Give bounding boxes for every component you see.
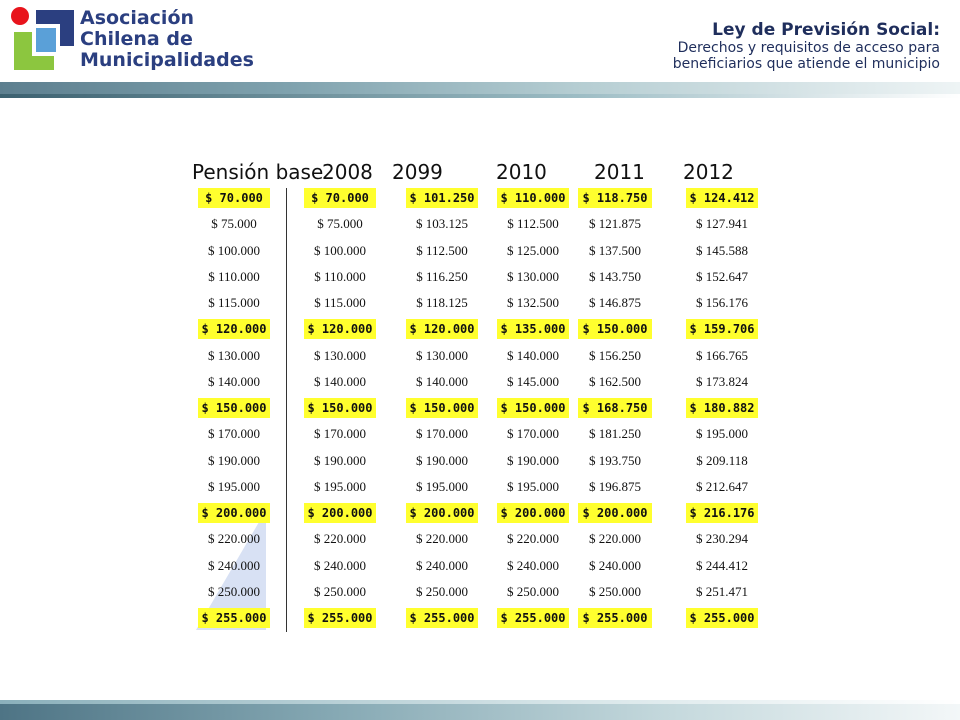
table-cell: $ 156.250 [589,348,641,363]
header-divider-bar [0,82,960,98]
table-cell: $ 250.000 [507,584,559,599]
table-cell: $ 75.000 [211,216,257,231]
table-row [0,608,960,628]
table-cell: $ 135.000 [497,319,569,339]
table-cell: $ 190.000 [416,453,468,468]
table-cell: $ 150.000 [578,319,652,339]
table-cell: $ 140.000 [416,374,468,389]
table-cell: $ 220.000 [589,531,641,546]
table-cell: $ 120.000 [406,319,478,339]
table-cell: $ 159.706 [686,319,758,339]
table-cell: $ 190.000 [507,453,559,468]
table-cell: $ 101.250 [406,188,478,208]
table-cell: $ 200.000 [497,503,569,523]
table-cell: $ 255.000 [578,608,652,628]
table-cell: $ 130.000 [507,269,559,284]
table-cell: $ 190.000 [208,453,260,468]
column-header-2012: 2012 [683,160,734,184]
table-cell: $ 216.176 [686,503,758,523]
table-cell: $ 120.000 [304,319,376,339]
table-cell: $ 250.000 [208,584,260,599]
table-cell: $ 100.000 [208,243,260,258]
table-cell: $ 220.000 [314,531,366,546]
table-cell: $ 255.000 [406,608,478,628]
table-cell: $ 251.471 [696,584,748,599]
table-row [0,214,960,234]
footer-bar [0,700,960,720]
table-row [0,293,960,313]
table-cell: $ 200.000 [406,503,478,523]
table-cell: $ 145.588 [696,243,748,258]
logo-line-3: Municipalidades [80,49,254,71]
table-row [0,319,960,339]
table-row [0,188,960,208]
table-cell: $ 116.250 [416,269,468,284]
table-cell: $ 70.000 [304,188,376,208]
table-cell: $ 240.000 [507,558,559,573]
table-cell: $ 240.000 [208,558,260,573]
table-cell: $ 220.000 [507,531,559,546]
table-cell: $ 152.647 [696,269,748,284]
table-cell: $ 181.250 [589,426,641,441]
table-cell: $ 195.000 [696,426,748,441]
table-cell: $ 230.294 [696,531,748,546]
table-cell: $ 124.412 [686,188,758,208]
table-cell: $ 212.647 [696,479,748,494]
table-cell: $ 120.000 [198,319,270,339]
table-cell: $ 143.750 [589,269,641,284]
table-cell: $ 130.000 [416,348,468,363]
table-cell: $ 170.000 [208,426,260,441]
table-cell: $ 170.000 [507,426,559,441]
table-cell: $ 255.000 [497,608,569,628]
table-row [0,346,960,366]
table-row [0,582,960,602]
table-cell: $ 195.000 [208,479,260,494]
title-sub-line-1: Derechos y requisitos de acceso para [677,40,940,56]
table-cell: $ 156.176 [696,295,748,310]
table-cell: $ 193.750 [589,453,641,468]
table-cell: $ 250.000 [314,584,366,599]
column-header-2011: 2011 [594,160,645,184]
table-cell: $ 125.000 [507,243,559,258]
table-header-row [0,160,960,186]
table-cell: $ 209.118 [696,453,748,468]
table-cell: $ 130.000 [208,348,260,363]
table-cell: $ 140.000 [208,374,260,389]
slide-title [673,20,940,72]
table-row [0,398,960,418]
table-cell: $ 195.000 [314,479,366,494]
table-cell: $ 255.000 [304,608,376,628]
table-cell: $ 200.000 [198,503,270,523]
column-header-2008: 2008 [322,160,373,184]
table-cell: $ 132.500 [507,295,559,310]
table-row [0,477,960,497]
table-cell: $ 140.000 [507,348,559,363]
table-cell: $ 196.875 [589,479,641,494]
column-header-2010: 2010 [496,160,547,184]
table-cell: $ 162.500 [589,374,641,389]
table-cell: $ 200.000 [304,503,376,523]
table-cell: $ 150.000 [406,398,478,418]
table-cell: $ 137.500 [589,243,641,258]
table-cell: $ 146.875 [589,295,641,310]
table-cell: $ 75.000 [317,216,363,231]
table-cell: $ 110.000 [497,188,569,208]
table-cell: $ 255.000 [686,608,758,628]
table-cell: $ 130.000 [314,348,366,363]
table-row [0,241,960,261]
table-row [0,372,960,392]
table-row [0,267,960,287]
table-cell: $ 240.000 [314,558,366,573]
table-row [0,529,960,549]
table-cell: $ 150.000 [198,398,270,418]
table-cell: $ 112.500 [507,216,559,231]
table-cell: $ 118.125 [416,295,468,310]
table-cell: $ 195.000 [507,479,559,494]
table-cell: $ 190.000 [314,453,366,468]
table-cell: $ 244.412 [696,558,748,573]
table-cell: $ 170.000 [314,426,366,441]
table-cell: $ 112.500 [416,243,468,258]
logo-line-1: Asociación [80,7,195,29]
table-cell: $ 110.000 [208,269,260,284]
table-row [0,451,960,471]
table-row [0,424,960,444]
table-cell: $ 220.000 [416,531,468,546]
title-main: Ley de Previsión Social: [712,20,940,40]
logo-line-2: Chilena de [80,28,193,50]
title-sub-line-2: beneficiarios que atiende el municipio [672,56,940,72]
table-cell: $ 150.000 [497,398,569,418]
table-cell: $ 100.000 [314,243,366,258]
table-cell: $ 200.000 [578,503,652,523]
table-cell: $ 150.000 [304,398,376,418]
table-cell: $ 250.000 [589,584,641,599]
column-header-2099: 2099 [392,160,443,184]
table-cell: $ 166.765 [696,348,748,363]
slide-header [0,0,960,82]
table-cell: $ 195.000 [416,479,468,494]
table-cell: $ 168.750 [578,398,652,418]
table-cell: $ 110.000 [314,269,366,284]
table-cell: $ 170.000 [416,426,468,441]
table-cell: $ 115.000 [314,295,366,310]
table-cell: $ 121.875 [589,216,641,231]
association-name [80,8,254,71]
table-row [0,556,960,576]
table-cell: $ 173.824 [696,374,748,389]
municipality-logo-icon [10,6,78,74]
table-cell: $ 127.941 [696,216,748,231]
table-cell: $ 70.000 [198,188,270,208]
table-cell: $ 140.000 [314,374,366,389]
table-cell: $ 180.882 [686,398,758,418]
column-header-pension-base: Pensión base [192,160,324,184]
table-cell: $ 103.125 [416,216,468,231]
table-cell: $ 255.000 [198,608,270,628]
table-cell: $ 240.000 [416,558,468,573]
table-cell: $ 118.750 [578,188,652,208]
table-cell: $ 145.000 [507,374,559,389]
table-cell: $ 240.000 [589,558,641,573]
table-cell: $ 250.000 [416,584,468,599]
table-cell: $ 220.000 [208,531,260,546]
table-row [0,503,960,523]
table-cell: $ 115.000 [208,295,260,310]
